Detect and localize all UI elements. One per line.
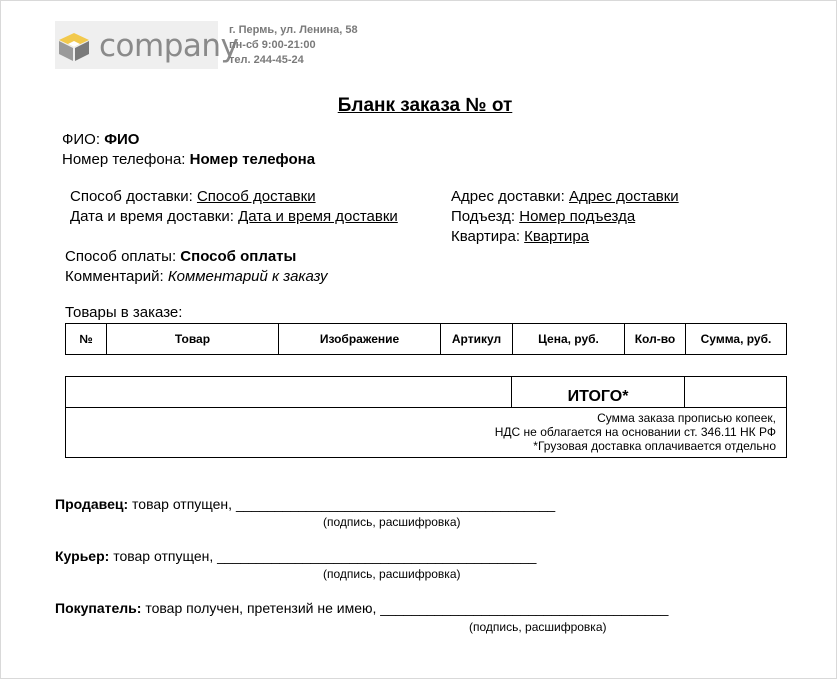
- delivery-method-value: Способ доставки: [196, 188, 316, 205]
- totals-notes: [495, 411, 776, 453]
- logo-text: company: [99, 28, 239, 64]
- col-price: Цена, руб.: [513, 324, 625, 355]
- company-phone: тел. 244-45-24: [229, 54, 304, 66]
- courier-signature-line: _________________________________________: [217, 548, 537, 564]
- delivery-address-label: Адрес доставки:: [451, 188, 569, 205]
- goods-label: Товары в заказе:: [65, 304, 183, 321]
- courier-signature: [55, 548, 536, 564]
- goods-table: [65, 323, 787, 355]
- delivery-address-row: [451, 188, 679, 205]
- goods-table-header: [66, 324, 787, 355]
- entrance-value: Номер подъезда: [519, 208, 636, 225]
- delivery-datetime-label: Дата и время доставки:: [70, 208, 239, 225]
- entrance-label: Подъезд:: [451, 208, 520, 225]
- payment-method-row: [65, 248, 296, 265]
- itogo-label: ИТОГО*: [567, 388, 629, 405]
- fio-row: [62, 131, 139, 148]
- delivery-note: *Грузовая доставка оплачивается отдельно: [533, 439, 776, 453]
- courier-label: Курьер:: [55, 548, 110, 564]
- seller-label: Продавец:: [55, 496, 129, 512]
- comment-label: Комментарий:: [65, 268, 168, 285]
- totals-divider: [65, 407, 786, 408]
- entrance-row: [451, 208, 635, 225]
- apartment-row: [451, 228, 589, 245]
- col-sum: Сумма, руб.: [686, 324, 787, 355]
- fio-value: ФИО: [104, 131, 140, 148]
- buyer-signature: [55, 600, 668, 616]
- payment-method-label: Способ оплаты:: [65, 248, 181, 265]
- delivery-datetime-row: [70, 208, 398, 225]
- fio-label: ФИО:: [62, 131, 105, 148]
- sum-in-words: Сумма заказа прописью копеек,: [597, 411, 776, 425]
- vat-note: НДС не облагается на основании ст. 346.11 НК РФ: [494, 425, 776, 439]
- courier-signature-caption: (подпись, расшифровка): [323, 567, 461, 581]
- comment-row: [65, 268, 328, 285]
- col-article: Артикул: [441, 324, 513, 355]
- col-quantity: Кол-во: [625, 324, 686, 355]
- apartment-value: Квартира: [524, 228, 589, 245]
- buyer-text: товар получен, претензий не имею,: [141, 600, 381, 616]
- buyer-signature-line: _____________________________________: [380, 600, 669, 616]
- company-address: г. Пермь, ул. Ленина, 58: [229, 24, 358, 36]
- buyer-signature-caption: (подпись, расшифровка): [469, 620, 607, 634]
- col-product: Товар: [107, 324, 279, 355]
- seller-signature-line: _________________________________________: [235, 496, 556, 512]
- delivery-method-label: Способ доставки:: [70, 188, 197, 205]
- delivery-address-value: Адрес доставки: [569, 188, 679, 205]
- seller-signature-caption: (подпись, расшифровка): [323, 515, 461, 529]
- phone-value: Номер телефона: [189, 151, 316, 168]
- logo-cube-icon: [57, 29, 91, 63]
- totals-divider-right: [684, 376, 685, 407]
- comment-value: Комментарий к заказу: [167, 268, 328, 285]
- payment-method-value: Способ оплаты: [180, 248, 297, 265]
- courier-text: товар отпущен,: [109, 548, 218, 564]
- seller-signature: [55, 496, 555, 512]
- apartment-label: Квартира:: [451, 228, 525, 245]
- page-title: Бланк заказа № от: [337, 95, 513, 116]
- delivery-method-row: [70, 188, 316, 205]
- delivery-datetime-value: Дата и время доставки: [238, 208, 398, 225]
- buyer-label: Покупатель:: [55, 600, 142, 616]
- company-hours: пн-сб 9:00-21:00: [229, 39, 316, 51]
- phone-label: Номер телефона:: [62, 151, 190, 168]
- col-image: Изображение: [279, 324, 441, 355]
- col-number: №: [66, 324, 107, 355]
- seller-text: товар отпущен,: [128, 496, 236, 512]
- phone-row: [62, 151, 315, 168]
